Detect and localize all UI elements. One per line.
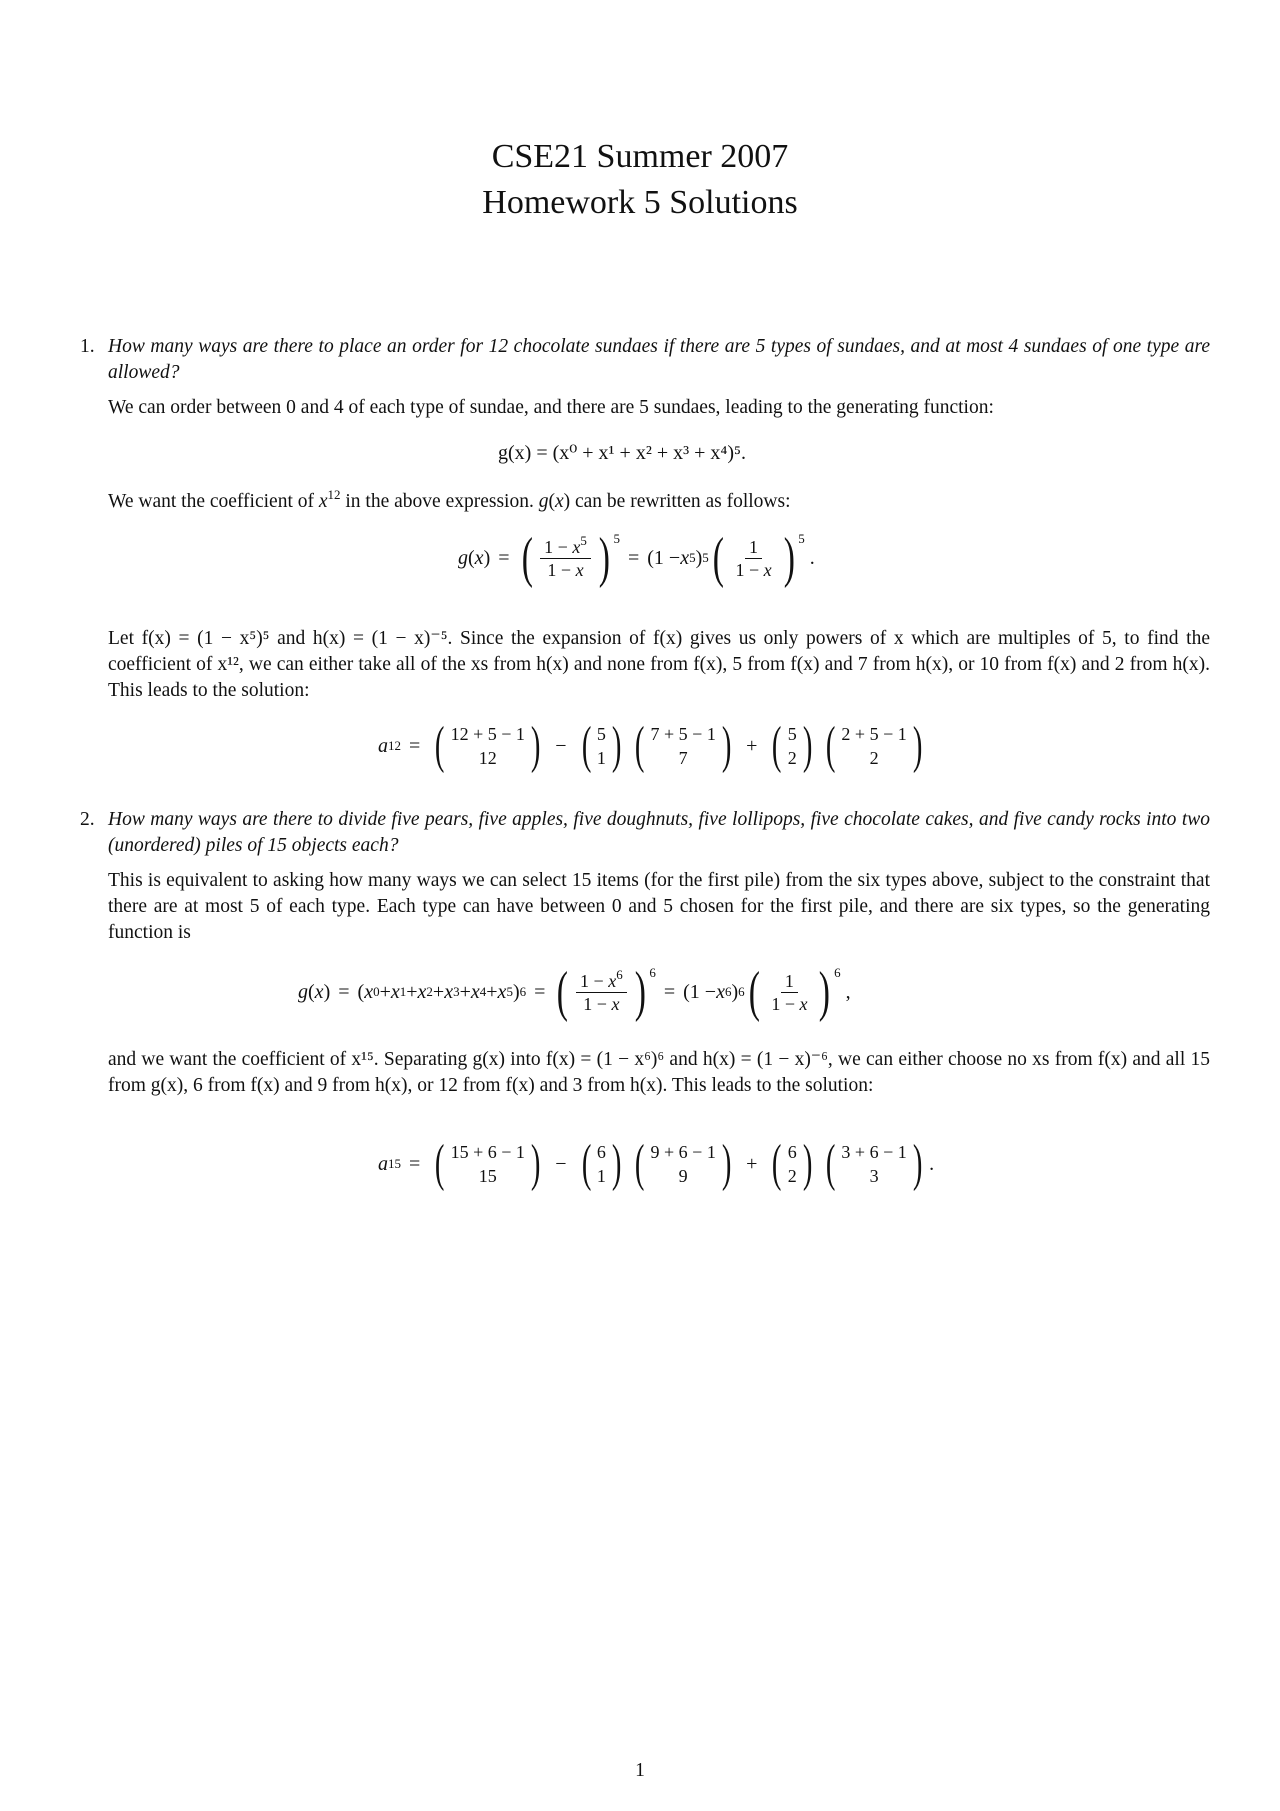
problem-1-eq-1: g(x) = (x⁰ + x¹ + x² + x³ + x⁴)⁵.: [498, 442, 746, 464]
problem-1-para-2-a: We want the coefficient of: [108, 491, 314, 512]
problem-1-solution: a 12 = ( 12 + 5 − 1 12 ) − ( 5 1 ) ( 7 + 5 − 1 7 ) + ( 5 2 ) ( 2 + 5 − 1 2 ): [378, 717, 923, 774]
problem-2-number: 2.: [80, 809, 95, 830]
page-number: 1: [635, 1760, 645, 1781]
problem-1-para-2-c: can be rewritten as follows:: [575, 491, 791, 512]
problem-1-number: 1.: [80, 336, 95, 357]
problem-2-question: How many ways are there to divide five pears, five apples, five doughnuts, five lollipops, five chocolate cakes, and five candy rocks into two (unordered) piles of 15 objects each?: [108, 809, 1210, 856]
problem-1-para-2: We want the coefficient of $x^{12}$ in the above expression. g(x) can be rewritten as follows:: [108, 487, 791, 512]
problem-1-question: How many ways are there to place an order for 12 chocolate sundaes if there are 5 types of sundaes, and at most 4 sundaes of one type are allowed?: [108, 336, 1210, 383]
problem-1-para-3: Let f(x) = (1 − x⁵)⁵ and h(x) = (1 − x)⁻⁵. Since the expansion of f(x) gives us only powers of x which are multiples of 5, to find the coefficient of x¹², we can either take all of the xs from h(x) and none from f(x), 5 from f(x) and 7 from h(x), or 10 from f(x) and 2 from h(x). This leads to the solution:: [108, 628, 1210, 701]
problem-2-para-1: This is equivalent to asking how many ways we can select 15 items (for the first pile) from the six types above, subject to the constraint that there are at most 5 of each type. Each type can have between 0 and 5 chosen for the first pile, and there are six types, so the generating function is: [108, 870, 1210, 943]
problem-1-eq-2: g ( x ) = ( $\frac{1 - x^5}{1 - x}$ ) 5 = (1 − x 5 ) 5 ( $\frac{1}{1 - x}$ ) 5 .: [458, 527, 815, 589]
title-line-1: CSE21 Summer 2007: [491, 138, 789, 175]
problem-2-para-2: and we want the coefficient of x¹⁵. Separating g(x) into f(x) = (1 − x⁶)⁶ and h(x) = (1 − x)⁻⁶, we can either choose no xs from f(x) and all 15 from g(x), 6 from f(x) and 9 from h(x), or 12 from f(x) and 3 from h(x). This leads to the solution:: [108, 1049, 1210, 1096]
problem-2-solution: a 15 = ( 15 + 6 − 1 15 ) − ( 6 1 ) ( 9 + 6 − 1 9 ) + ( 6 2 ) ( 3 + 6 − 1 3 ) .: [378, 1135, 935, 1192]
problem-2-eq-1: g ( x ) = ( x 0 + x 1 + x 2 + x 3 + x 4 + x 5 ) 6 = ( $\frac{1 - x^6}{1 - x}$ ) 6 = (1 − x 6 ) 6 ( $\frac{1}{1 - x}$ ) 6 ,: [298, 961, 851, 1023]
document-title: [0, 134, 1280, 226]
title-line-2: Homework 5 Solutions: [482, 184, 798, 221]
problem-1-para-2-b: in the above expression.: [345, 491, 534, 512]
problem-1-para-1: We can order between 0 and 4 of each type of sundae, and there are 5 sundaes, leading to the generating function:: [108, 397, 994, 418]
